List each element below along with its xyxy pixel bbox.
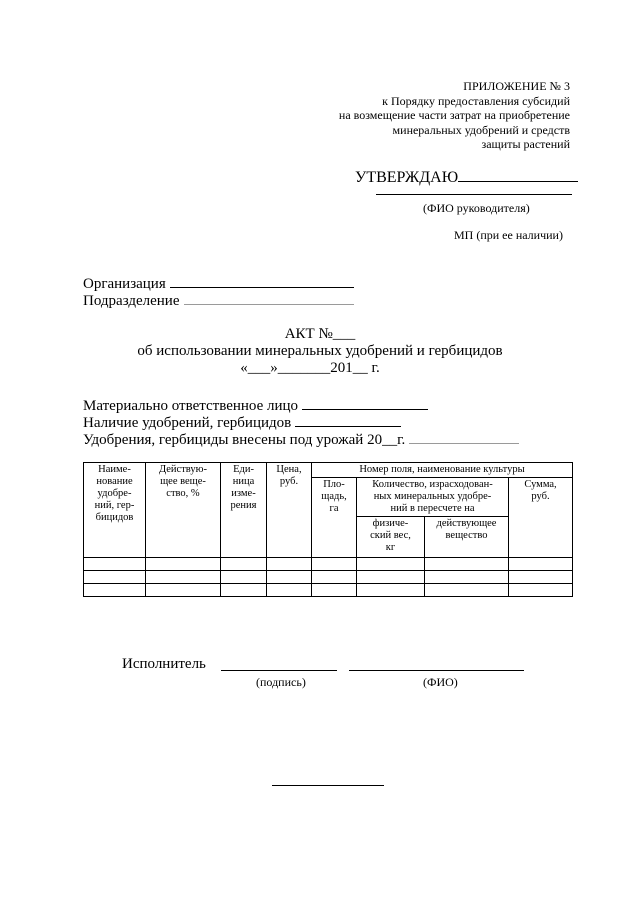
- table-cell[interactable]: [357, 584, 425, 597]
- table-row: [84, 558, 573, 571]
- table-cell[interactable]: [312, 584, 357, 597]
- header-field-crop: Номер поля, наименование культуры: [312, 463, 573, 478]
- executor-fio-caption: (ФИО): [423, 675, 458, 689]
- act-subtitle: об использовании минеральных удобрений и гербицидов: [137, 343, 503, 359]
- header-physical-weight: физиче- ский вес, кг: [357, 517, 425, 558]
- stamp-caption: МП (при ее наличии): [454, 228, 563, 242]
- header-line-3: на возмещение части затрат на приобретение: [338, 108, 570, 122]
- header-unit: Еди- ница изме- рения: [221, 463, 267, 558]
- harvest-row: [83, 430, 519, 449]
- organization-label: Организация: [83, 276, 166, 292]
- table-cell[interactable]: [425, 584, 509, 597]
- table-cell[interactable]: [146, 558, 221, 571]
- availability-field[interactable]: [295, 413, 401, 427]
- table-cell[interactable]: [221, 584, 267, 597]
- header-line-5: защиты растений: [481, 137, 570, 151]
- harvest-label: Удобрения, гербициды внесены под урожай 20__г.: [83, 432, 406, 448]
- table-cell[interactable]: [221, 558, 267, 571]
- availability-label: Наличие удобрений, гербицидов: [83, 415, 292, 431]
- division-row: [83, 291, 354, 310]
- header-sum: Сумма, руб.: [509, 478, 573, 558]
- table-cell[interactable]: [267, 571, 312, 584]
- executor-label: Исполнитель: [122, 656, 206, 672]
- table-cell[interactable]: [84, 571, 146, 584]
- table-cell[interactable]: [509, 584, 573, 597]
- table-cell[interactable]: [84, 584, 146, 597]
- table-cell[interactable]: [312, 571, 357, 584]
- table-cell[interactable]: [84, 558, 146, 571]
- table-cell[interactable]: [357, 558, 425, 571]
- table-cell[interactable]: [146, 584, 221, 597]
- executor-signature-line[interactable]: [221, 670, 337, 671]
- header-area: Пло- щадь, га: [312, 478, 357, 558]
- table-cell[interactable]: [267, 584, 312, 597]
- header-active-percent: Действую- щее веще- ство, %: [146, 463, 221, 558]
- division-label: Подразделение: [83, 293, 180, 309]
- table-cell[interactable]: [425, 558, 509, 571]
- appendix-header: [339, 79, 570, 152]
- approver-fio-caption: (ФИО руководителя): [423, 201, 530, 215]
- header-active-substance: действующее вещество: [425, 517, 509, 558]
- header-quantity: Количество, израсходован- ных минеральных удобре- ний в пересчете на: [357, 478, 509, 517]
- responsible-field[interactable]: [302, 396, 428, 410]
- signature-caption: (подпись): [256, 675, 306, 689]
- table-row: [84, 571, 573, 584]
- division-field[interactable]: [184, 291, 354, 305]
- table-cell[interactable]: [357, 571, 425, 584]
- approver-fio-line[interactable]: [376, 194, 572, 195]
- table-cell[interactable]: [425, 571, 509, 584]
- table-cell[interactable]: [146, 571, 221, 584]
- executor-fio-line[interactable]: [349, 670, 524, 671]
- approve-block: [355, 167, 578, 187]
- table-cell[interactable]: [221, 571, 267, 584]
- header-line-1: ПРИЛОЖЕНИЕ № 3: [463, 79, 570, 93]
- table-cell[interactable]: [312, 558, 357, 571]
- header-line-2: к Порядку предоставления субсидий: [382, 93, 570, 108]
- table-cell[interactable]: [509, 571, 573, 584]
- act-date-line: «___»_______201__ г.: [240, 360, 380, 376]
- responsible-label: Материально ответственное лицо: [83, 398, 299, 414]
- header-line-4: минеральных удобрений и средств: [392, 122, 570, 137]
- approve-label: УТВЕРЖДАЮ: [355, 169, 459, 186]
- table-row: [84, 584, 573, 597]
- usage-table: [83, 462, 573, 597]
- harvest-field[interactable]: [409, 430, 519, 444]
- organization-field[interactable]: [170, 274, 354, 288]
- table-cell[interactable]: [509, 558, 573, 571]
- approve-signature-line[interactable]: [458, 167, 578, 182]
- act-title: АКТ №___: [284, 326, 356, 342]
- header-price: Цена, руб.: [267, 463, 312, 558]
- bottom-line: [272, 785, 384, 786]
- table-cell[interactable]: [267, 558, 312, 571]
- header-fertilizer-name: Наиме- нование удобре- ний, гер- бицидов: [84, 463, 146, 558]
